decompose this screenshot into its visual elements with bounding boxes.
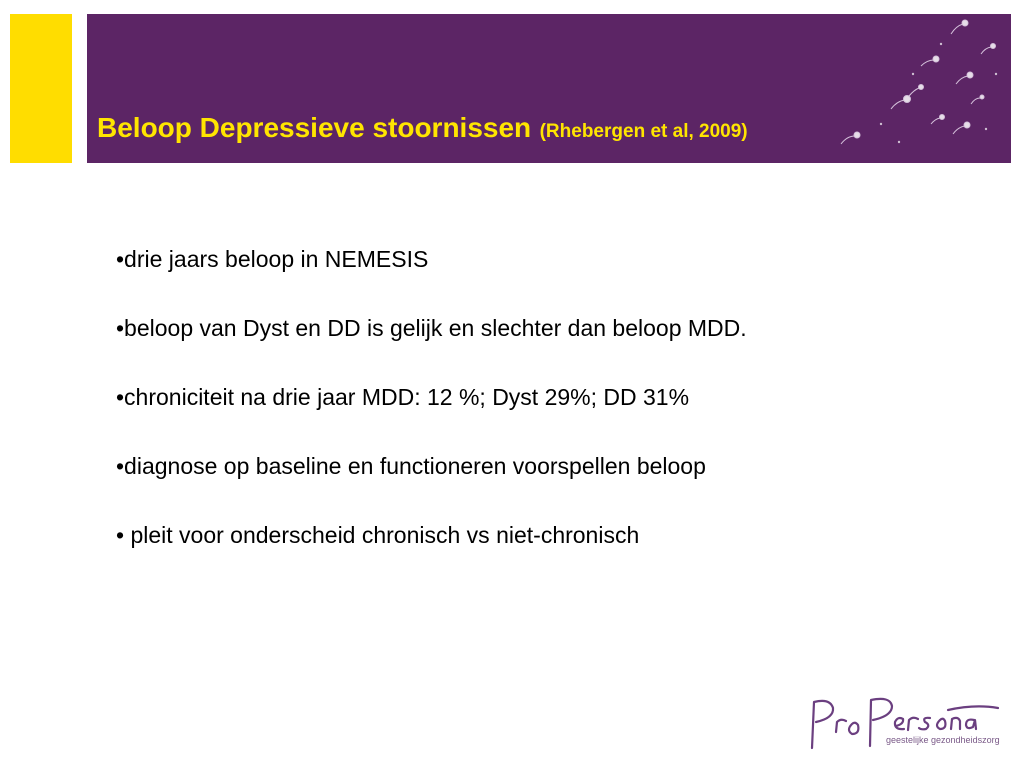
bullet-item: • pleit voor onderscheid chronisch vs niet-chronisch [116, 522, 640, 548]
dandelion-seeds-icon [781, 14, 1011, 163]
title-main: Beloop Depressieve stoornissen [97, 112, 532, 143]
bullet-item: •beloop van Dyst en DD is gelijk en slechter dan beloop MDD. [116, 315, 747, 341]
logo-tagline: geestelijke gezondheidszorg [886, 735, 1000, 745]
slide-title [97, 112, 748, 144]
bullet-item: •chroniciteit na drie jaar MDD: 12 %; Dyst 29%; DD 31% [116, 384, 690, 410]
bullet-item: •diagnose op baseline en functioneren voorspellen beloop [116, 453, 706, 479]
bullet-list [116, 244, 747, 589]
accent-block [10, 14, 72, 163]
bullet-item: •drie jaars beloop in NEMESIS [116, 246, 429, 272]
title-reference: (Rhebergen et al, 2009) [539, 121, 748, 142]
